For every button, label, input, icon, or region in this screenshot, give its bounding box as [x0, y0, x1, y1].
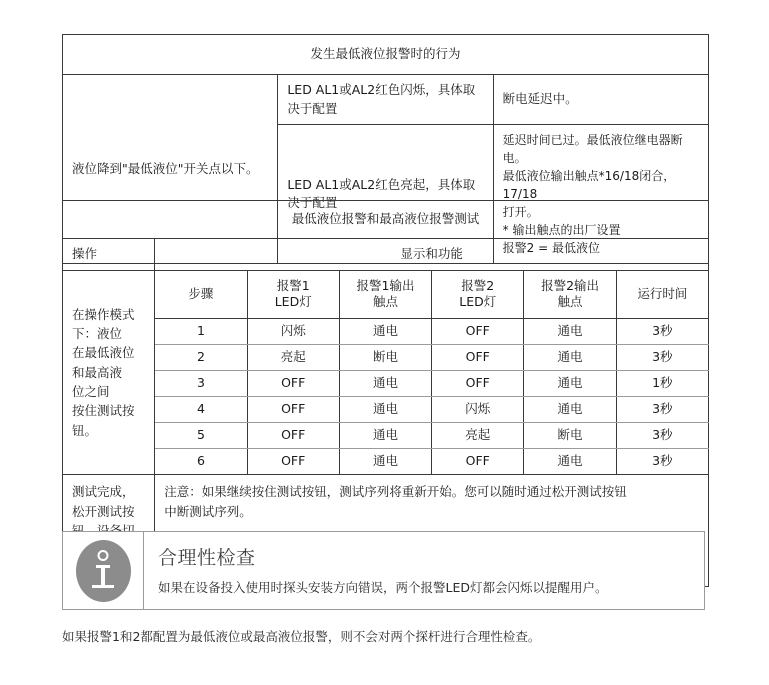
test-subhead-display: 显示和功能	[155, 238, 709, 270]
table-row	[63, 345, 709, 371]
info-icon-serif-bottom	[92, 585, 114, 589]
operation-line: 位之间	[72, 384, 110, 400]
cell-alarm2-output: 通电	[524, 345, 616, 371]
cell-alarm2-led: OFF	[432, 449, 524, 475]
info-body: 如果在设备投入使用时探头安装方向错误，两个报警LED灯都会闪烁以提醒用户。	[158, 580, 608, 596]
cell-alarm1-led: OFF	[247, 371, 339, 397]
cell-alarm2-led: 亮起	[432, 423, 524, 449]
table-row	[63, 201, 709, 239]
footer-line: 测试完成，松开测试按	[72, 484, 135, 519]
cell-step: 6	[155, 449, 247, 475]
column-header-line: 触点	[557, 294, 583, 310]
test-operation-description	[63, 270, 155, 475]
footer-note-line: 中断测试序列。	[164, 504, 252, 520]
closing-note: 如果报警1和2都配置为最低液位或最高液位报警，则不会对两个探杆进行合理性检查。	[62, 629, 541, 644]
test-table-title: 最低液位报警和最高液位报警测试	[63, 201, 709, 239]
column-header-line: 步骤	[188, 285, 214, 301]
operation-line: 在最低液位和最高液	[72, 345, 135, 380]
operation-line: 在操作模式下：液位	[72, 306, 135, 341]
cell-alarm2-output: 通电	[524, 397, 616, 423]
cell-alarm1-output: 通电	[339, 397, 431, 423]
cell-alarm1-output: 通电	[339, 449, 431, 475]
info-heading: 合理性检查	[158, 547, 256, 570]
info-text-cell	[144, 532, 704, 609]
footer-note-line: 注意：如果继续按住测试按钮，测试序列将重新开始。您可以随时通过松开测试按钮	[164, 484, 627, 500]
alarm-test-table	[62, 200, 709, 587]
cell-step: 4	[155, 397, 247, 423]
behaviour-led-cell-steady: LED AL1或AL2红色亮起，具体取决于配置	[278, 125, 493, 264]
column-header-line: 触点	[372, 294, 398, 310]
cell-alarm1-led: 闪烁	[247, 319, 339, 345]
table-header-row	[63, 270, 709, 319]
info-icon	[76, 540, 131, 602]
cell-runtime: 1秒	[616, 371, 708, 397]
cell-alarm2-output: 通电	[524, 449, 616, 475]
table-row	[63, 238, 709, 270]
cell-step: 3	[155, 371, 247, 397]
table-row	[63, 319, 709, 345]
table-row	[63, 371, 709, 397]
cell-alarm2-led: 闪烁	[432, 397, 524, 423]
cell-alarm2-output: 通电	[524, 319, 616, 345]
cell-runtime: 3秒	[616, 423, 708, 449]
info-icon-stem	[101, 565, 105, 587]
cell-runtime: 3秒	[616, 319, 708, 345]
column-header-line: 报警1	[276, 277, 310, 293]
column-header-alarm1-led	[247, 270, 339, 319]
cell-alarm1-output: 通电	[339, 319, 431, 345]
column-header-line: LED灯	[459, 294, 497, 310]
column-header-line: 报警1输出	[356, 277, 415, 293]
table-row	[63, 74, 709, 125]
operation-line: 按住测试按钮。	[72, 403, 135, 438]
info-icon-dot	[98, 550, 109, 561]
column-header-runtime	[616, 270, 708, 319]
column-header-alarm1-output	[339, 270, 431, 319]
info-icon-cell	[63, 532, 144, 609]
cell-alarm2-led: OFF	[432, 371, 524, 397]
cell-runtime: 3秒	[616, 397, 708, 423]
table-row	[63, 397, 709, 423]
cell-alarm2-output: 断电	[524, 423, 616, 449]
column-header-alarm2-led	[432, 270, 524, 319]
function-line: 打开。	[502, 205, 539, 220]
cell-alarm1-led: OFF	[247, 449, 339, 475]
function-line: 延迟时间已过。最低液位继电器断电。	[502, 133, 683, 166]
function-line: 最低液位输出触点*16/18闭合，17/18	[502, 169, 676, 202]
plausibility-check-callout	[62, 531, 705, 610]
behaviour-function-cell-delay: 断电延迟中。	[493, 74, 708, 125]
cell-alarm1-led: OFF	[247, 397, 339, 423]
behaviour-led-cell-flashing: LED AL1或AL2红色闪烁，具体取决于配置	[278, 74, 493, 125]
column-header-line: 运行时间	[637, 285, 688, 301]
column-header-line: 报警2	[461, 277, 495, 293]
behaviour-table-title: 发生最低液位报警时的行为	[63, 35, 709, 75]
cell-alarm1-led: 亮起	[247, 345, 339, 371]
table-row	[63, 449, 709, 475]
cell-step: 2	[155, 345, 247, 371]
function-line: 报警2 = 最低液位	[502, 241, 600, 256]
cell-alarm2-output: 通电	[524, 371, 616, 397]
column-header-line: LED灯	[274, 294, 312, 310]
test-subhead-operation: 操作	[63, 238, 155, 270]
cell-alarm1-output: 通电	[339, 423, 431, 449]
table-row	[63, 35, 709, 75]
cell-step: 5	[155, 423, 247, 449]
cell-runtime: 3秒	[616, 449, 708, 475]
behaviour-condition-cell: 液位降到"最低液位"开关点以下。	[63, 74, 278, 264]
cell-runtime: 3秒	[616, 345, 708, 371]
cell-alarm2-led: OFF	[432, 345, 524, 371]
cell-step: 1	[155, 319, 247, 345]
function-line: * 输出触点的出厂设置	[502, 223, 621, 238]
column-header-line: 报警2输出	[541, 277, 600, 293]
table-row	[63, 423, 709, 449]
column-header-step	[155, 270, 247, 319]
cell-alarm2-led: OFF	[432, 319, 524, 345]
cell-alarm1-led: OFF	[247, 423, 339, 449]
cell-alarm1-output: 通电	[339, 371, 431, 397]
cell-alarm1-output: 断电	[339, 345, 431, 371]
column-header-alarm2-output	[524, 270, 616, 319]
